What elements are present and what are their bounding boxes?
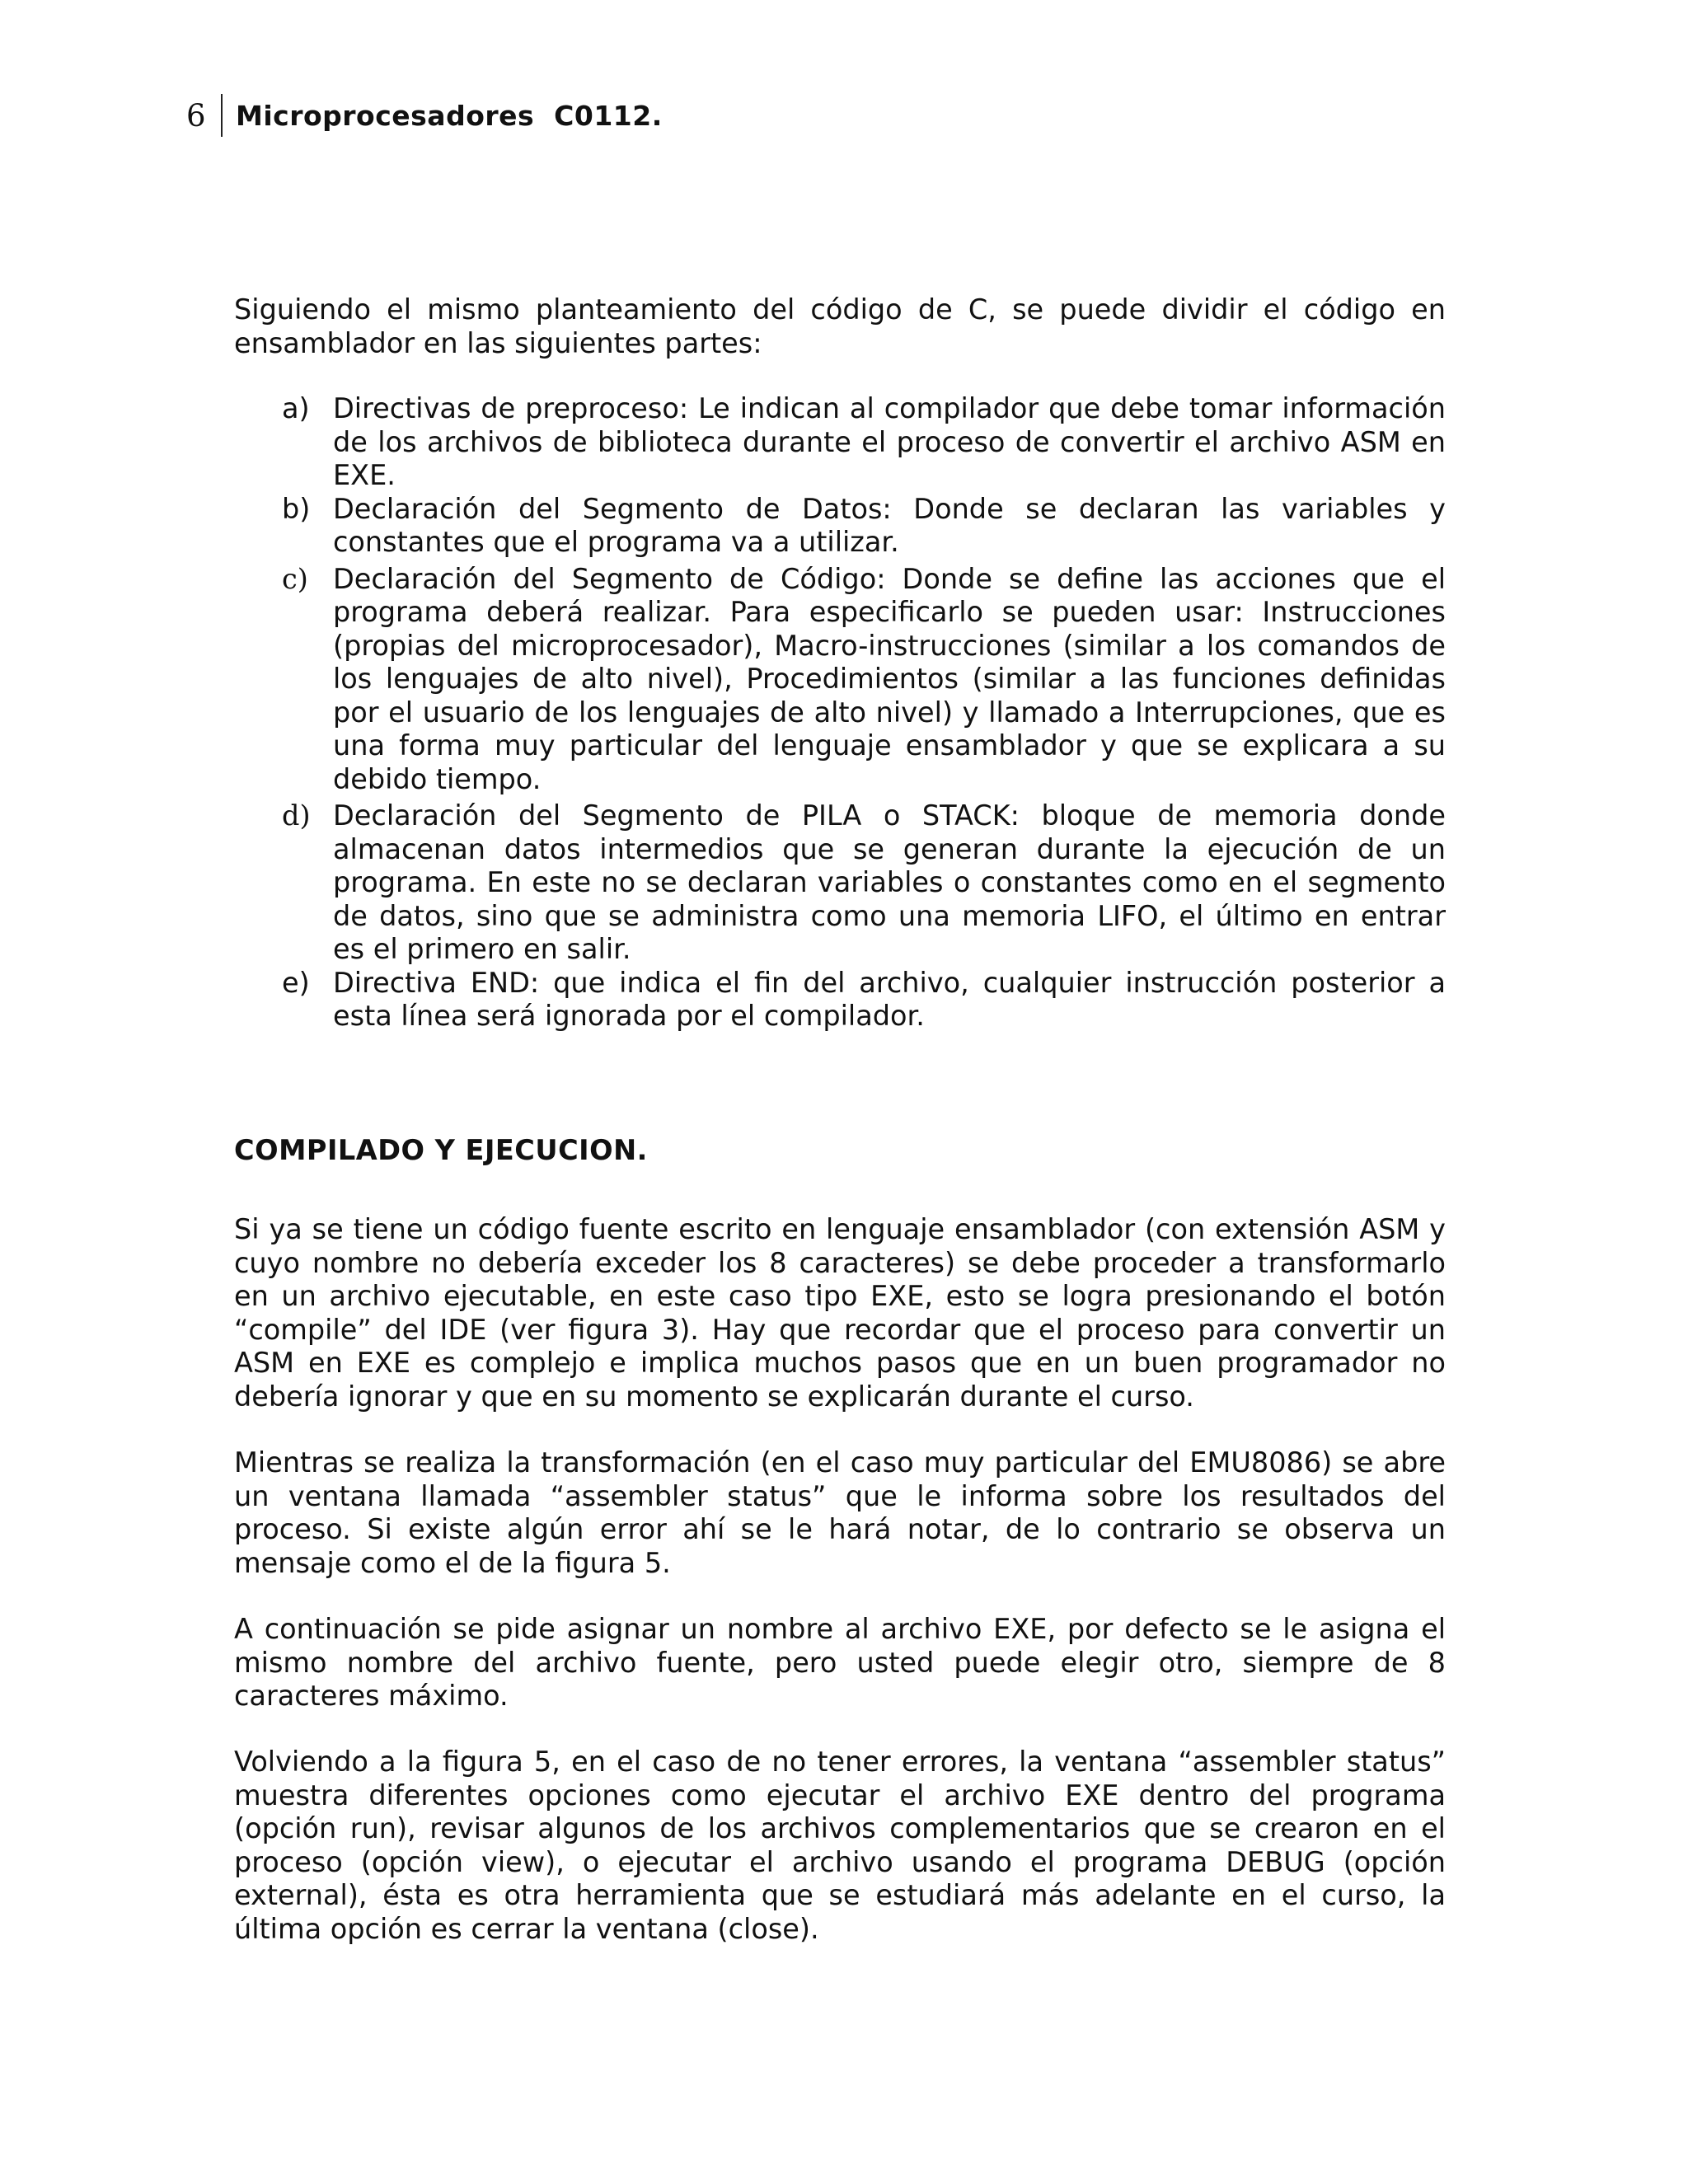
- list-item-text: Directiva END: que indica el fin del archivo, cualquier instrucción posterior a esta línea será ignorada por el compilador.: [333, 966, 1446, 1032]
- paragraph-options: Volviendo a la figura 5, en el caso de no tener errores, la ventana “assembler status” muestra diferentes opciones como ejecutar el archivo EXE dentro del programa (opción run), revisar algunos de los archivos complementarios que se crearon en el proceso (opción view), o ejecutar el archivo usando el programa DEBUG (opción external), ésta es otra herramienta que se estudiará más adelante en el curso, la última opción es cerrar la ventana (close).: [234, 1746, 1446, 1945]
- list-item-d: [234, 799, 1446, 967]
- document-title: Microprocesadores C0112.: [236, 99, 663, 132]
- paragraph-exe-name: A continuación se pide asignar un nombre al archivo EXE, por defecto se le asigna el mismo nombre del archivo fuente, pero usted puede elegir otro, siempre de 8 caracteres máximo.: [234, 1613, 1446, 1712]
- intro-paragraph: Siguiendo el mismo planteamiento del código de C, se puede dividir el código en ensamblador en las siguientes partes:: [234, 293, 1446, 359]
- list-item-text: Declaración del Segmento de Código: Donde se define las acciones que el programa deberá realizar. Para especificarlo se pueden usar: Instrucciones (propias del microprocesador), Macro-instrucciones (similar a los comandos de los lenguajes de alto nivel), Procedimientos (similar a las funciones definidas por el usuario de los lenguajes de alto nivel) y llamado a Interrupciones, que es una forma muy particular del lenguaje ensamblador y que se explicara a su debido tiempo.: [333, 562, 1446, 795]
- paragraph-assembler-status: Mientras se realiza la transformación (en el caso muy particular del EMU8086) se abre un ventana llamada “assembler status” que le informa sobre los resultados del proceso. Si existe algún error ahí se le hará notar, de lo contrario se observa un mensaje como el de la figura 5.: [234, 1446, 1446, 1579]
- code-parts-list: [234, 392, 1446, 1033]
- list-marker: d): [282, 799, 311, 832]
- list-marker: a): [282, 392, 310, 424]
- list-item-a: [234, 392, 1446, 493]
- list-item-text: Declaración del Segmento de PILA o STACK: bloque de memoria donde almacenan datos intermedios que se generan durante la ejecución de un programa. En este no se declaran variables o constantes como en el segmento de datos, sino que se administra como una memoria LIFO, el último en entrar es el primero en salir.: [333, 799, 1446, 965]
- list-item-text: Directivas de preproceso: Le indican al compilador que debe tomar información de los archivos de biblioteca durante el proceso de convertir el archivo ASM en EXE.: [333, 392, 1446, 491]
- list-marker: c): [282, 562, 308, 595]
- list-marker: b): [282, 492, 311, 525]
- header-divider: [221, 94, 223, 137]
- list-item-e: [234, 967, 1446, 1033]
- section-heading: COMPILADO Y EJECUCION.: [234, 1134, 648, 1166]
- paragraph-compile: Si ya se tiene un código fuente escrito en lenguaje ensamblador (con extensión ASM y cuyo nombre no debería exceder los 8 caracteres) se debe proceder a transformarlo en un archivo ejecutable, en este caso tipo EXE, esto se logra presionando el botón “compile” del IDE (ver figura 3). Hay que recordar que el proceso para convertir un ASM en EXE es complejo e implica muchos pasos que en un buen programador no debería ignorar y que en su momento se explicarán durante el curso.: [234, 1213, 1446, 1413]
- list-item-c: [234, 563, 1446, 797]
- page-header: [186, 93, 663, 138]
- list-item-text: Declaración del Segmento de Datos: Donde se declaran las variables y constantes que el programa va a utilizar.: [333, 492, 1446, 558]
- list-marker: e): [282, 966, 310, 999]
- page-number: 6: [186, 97, 206, 134]
- list-item-b: [234, 493, 1446, 560]
